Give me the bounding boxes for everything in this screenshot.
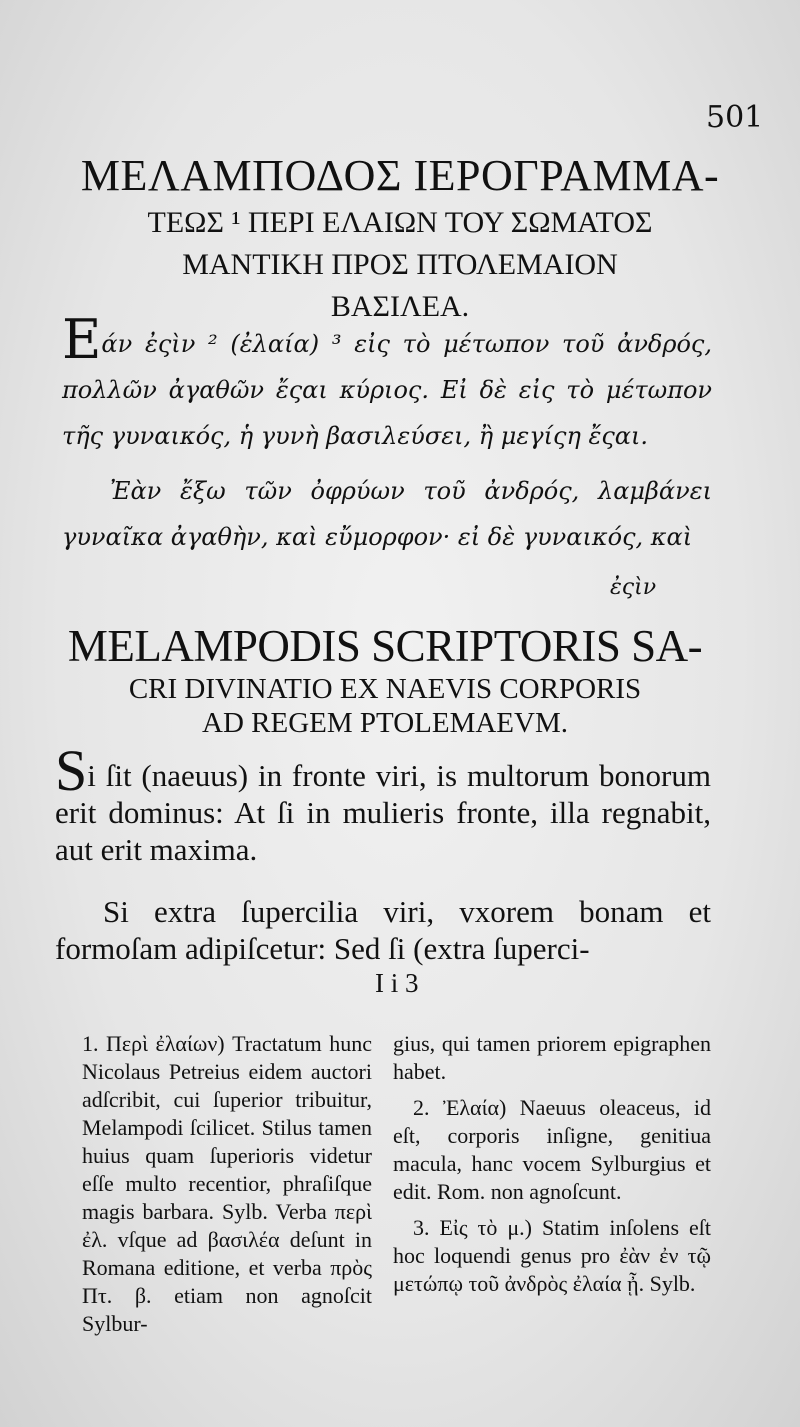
latin-drop-initial: S <box>55 738 88 803</box>
footnotes-left-column <box>82 1030 372 1344</box>
latin-title-line1: MELAMPODIS SCRIPTORIS SA- <box>67 621 703 671</box>
footnote-1-continued: gius, qui tamen priorem epigraphen habet. <box>393 1031 711 1084</box>
latin-paragraph-2 <box>55 893 711 967</box>
latin-title <box>55 620 715 740</box>
greek-paragraph-1-text: άν ἐςὶν ² (ἐλαία) ³ εἰς τὸ μέτωπον τοῦ ἀνδρός, πολλῶν ἀγαθῶν ἔςαι κύριος. Εἰ δὲ εἰς τὸ μέτωπον τῆς γυναικός, ἡ γυνὴ βασιλεύσει, ἢ μεγίςη ἔςαι. <box>62 330 712 450</box>
greek-title-line1: ΜΕΛΑΜΠΟΔΟΣ ΙΕΡΟΓΡΑΜΜΑ- <box>80 151 720 200</box>
greek-catchword: ἐςὶν <box>610 575 657 600</box>
footnotes-right-column <box>393 1030 711 1304</box>
footnote-3: 3. Εἰς τὸ μ.) Statim inſolens eſt hoc loquendi genus pro ἐὰν ἐν τῷ μετώπῳ τοῦ ἀνδρὸς ἐλαία ᾖ. Sylb. <box>393 1215 711 1296</box>
latin-paragraph-2-text: Si extra ſupercilia viri, vxorem bonam et formoſam adipiſcetur: Sed ſi (extra ſuperci- <box>55 894 711 966</box>
greek-paragraph-2 <box>62 468 712 560</box>
greek-drop-initial: Ε <box>62 308 102 371</box>
footnote-1: 1. Περὶ ἐλαίων) Tractatum hunc Nicolaus Petreius eidem auctori adſcribit, cui ſuperior tribuitur, Melampodi ſcilicet. Stilus tamen huius quam ſuperioris videtur eſſe multo recentior, phraſiſque magis barbara. Sylb. Verba περὶ ἐλ. vſque ad βασιλέα deſunt in Romana editione, et verba πρὸς Πτ. β. etiam non agnoſcit Sylbur- <box>82 1031 372 1336</box>
signature-mark: I i 3 <box>375 968 419 998</box>
latin-title-line2: CRI DIVINATIO EX NAEVIS CORPORIS <box>128 673 642 705</box>
greek-paragraph-2-text: Ἐὰν ἔξω τῶν ὀφρύων τοῦ ἀνδρός, λαμβάνει γυναῖκα ἀγαθὴν, καὶ εὔμορφον· εἰ δὲ γυναικός, καὶ <box>62 477 712 551</box>
latin-title-line3: AD REGEM PTOLEMAEVM. <box>202 707 568 739</box>
greek-paragraph-1 <box>62 308 712 459</box>
greek-title-line4: ΒΑΣΙΛΕΑ. <box>330 290 470 323</box>
column-divider <box>381 1032 382 1372</box>
page-number: 501 <box>706 100 764 135</box>
footnote-2: 2. Ἐλαία) Naeuus oleaceus, id eſt, corporis inſigne, genitiua macula, hanc vocem Sylburgius et edit. Rom. non agnoſcunt. <box>393 1095 711 1204</box>
greek-title-line3: ΜΑΝΤΙΚΗ ΠΡΟΣ ΠΤΟΛΕΜΑΙΟΝ <box>182 248 618 281</box>
latin-paragraph-1-text: i ſit (naeuus) in fronte viri, is multorum bonorum erit dominus: At ſi in mulieris fronte, illa regnabit, aut erit maxima. <box>55 758 711 867</box>
greek-title-line2: ΤΕΩΣ ¹ ΠΕΡΙ ΕΛΑΙΩΝ ΤΟΥ ΣΩΜΑΤΟΣ <box>147 206 653 239</box>
latin-paragraph-1 <box>55 738 711 868</box>
greek-title <box>60 150 740 328</box>
